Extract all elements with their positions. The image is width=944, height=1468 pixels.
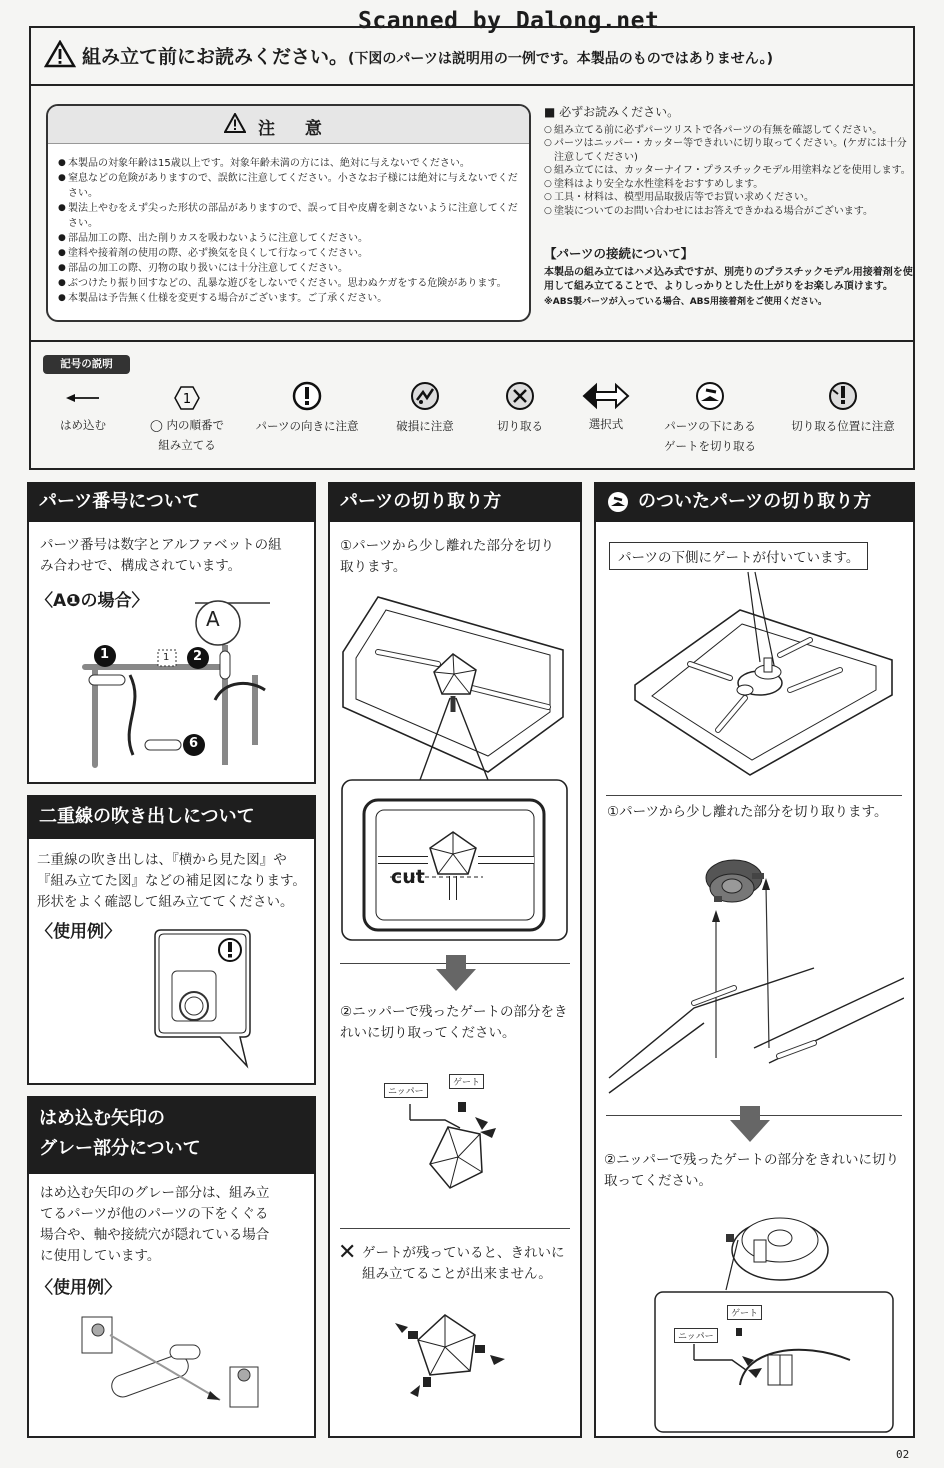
caution-list — [58, 156, 526, 306]
legend-label: 切り取る位置に注意 — [791, 419, 895, 433]
page-title-main: 組み立て前にお読みください。 — [82, 46, 349, 68]
caution-title: 注 意 — [258, 119, 334, 139]
must-read-item: ○ 塗装についてのお問い合わせにはお答えできかねる場合がございます。 — [544, 205, 914, 219]
under-gate-step1-diagram — [604, 848, 904, 1098]
caution-item: ● 塗料や接着剤の使用の際、必ず換気を良くして行なってください。 — [58, 246, 526, 261]
break-caution-icon — [409, 380, 441, 412]
part-tag-number: 1 — [163, 652, 170, 663]
cut-label: cut — [391, 866, 425, 888]
nipper-label: ニッパー — [384, 1083, 428, 1098]
double-line-example: 〈使用例〉 — [36, 922, 121, 942]
circled-number-icon — [173, 385, 201, 411]
must-read-list — [544, 124, 914, 219]
legend-title: 記号の説明 — [43, 355, 130, 374]
caution-item: ● 部品の加工の際、刃物の取り扱いには十分注意してください。 — [58, 261, 526, 276]
must-read-item: ○ 組み立てる前に必ずパーツリストで各パーツの有無を確認してください。 — [544, 124, 914, 138]
under-gate-step2-diagram — [650, 1200, 900, 1435]
legend-symbol-cut-position — [783, 380, 903, 436]
part-number-body: パーツ番号は数字とアルファベットの組み合わせで、構成されています。 — [40, 537, 282, 574]
legend-label: 選択式 — [588, 417, 624, 431]
gray-arrow-title-line1: はめ込む矢印の — [39, 1108, 165, 1129]
must-read-item: ○ 工具・材料は、模型用品取扱店等でお買い求めください。 — [544, 191, 914, 205]
double-line-title: 二重線の吹き出しについて — [27, 795, 316, 839]
cutting-step2: ②ニッパーで残ったゲートの部分をきれいに切り取ってください。 — [340, 1004, 568, 1041]
legend-symbol-insert — [23, 385, 143, 435]
nipper-label: ニッパー — [674, 1328, 718, 1343]
double-line-body: 二重線の吹き出しは、『横から見た図』や『組み立てた図』などの補足図になります。形状をよく確認して組み立ててください。 — [37, 852, 306, 910]
gate-under-part-icon — [694, 380, 726, 412]
legend-label-2: ゲートを切り取る — [664, 439, 756, 453]
legend-symbol-orientation — [247, 380, 367, 436]
gate-remaining-diagram — [390, 1305, 510, 1405]
gray-arrow-body: はめ込む矢印のグレー部分は、組み立てるパーツが他のパーツの下をくぐる場合や、軸や接続穴が隠れている場合に使用しています。 — [40, 1185, 270, 1264]
caution-item: ● 本製品の対象年齢は15歳以上です。対象年齢未満の方には、絶対に与えないでください。 — [58, 156, 526, 171]
under-gate-runner-diagram — [630, 570, 900, 780]
part-number-badge: 2 — [193, 649, 203, 664]
legend-label: 破損に注意 — [396, 419, 454, 433]
page-title — [82, 42, 773, 69]
page-subtitle: (下図のパーツは説明用の一例です。本製品のものではありません。) — [348, 51, 773, 67]
gate-under-part-icon — [606, 490, 630, 514]
runner-letter: A — [206, 607, 220, 631]
gray-arrow-title — [27, 1096, 316, 1174]
part-number-badge: 1 — [100, 647, 110, 662]
legend-symbol-gate-under — [650, 380, 770, 456]
cutting-divider — [340, 1228, 570, 1229]
caution-item: ● ぶつけたり振り回すなどの、乱暴な遊びをしないでください。思わぬケガをする危険があります。 — [58, 276, 526, 291]
caution-item: ● 製法上やむをえず尖った形状の部品がありますので、誤って目や皮膚を刺さないように注意してください。 — [58, 201, 526, 231]
must-read-item: ○ パーツはニッパー・カッター等できれいに切り取ってください。(ケガには十分注意してください) — [544, 137, 914, 164]
cutting-step1: ①パーツから少し離れた部分を切り取ります。 — [340, 538, 555, 575]
double-line-balloon-example — [150, 926, 255, 1071]
exclamation-icon — [291, 380, 323, 412]
caution-item: ● 部品加工の際、出た削りカスを吸わないように注意してください。 — [58, 231, 526, 246]
warning-triangle-icon — [44, 40, 76, 72]
under-gate-step1: ①パーツから少し離れた部分を切り取ります。 — [607, 804, 888, 820]
bad-example-x-icon: ✕ — [338, 1240, 357, 1265]
scan-watermark: Scanned by Dalong.net — [358, 8, 660, 34]
legend-label: パーツの向きに注意 — [255, 419, 359, 433]
circled-number-glyph: 1 — [182, 392, 192, 407]
must-read-item: ○ 塗料はより安全な水性塗料をおすすめします。 — [544, 178, 914, 192]
legend-symbol-order — [127, 385, 247, 455]
cutting-step1-diagram — [338, 592, 578, 942]
double-arrow-icon — [582, 382, 630, 410]
connection-section — [544, 247, 914, 309]
caution-item: ● 窒息などの危険がありますので、誤飲に注意してください。小さなお子様には絶対に与えないでください。 — [58, 171, 526, 201]
caution-item: ● 本製品は予告無く仕様を変更する場合がございます。ご了承ください。 — [58, 291, 526, 306]
page-number: 02 — [896, 1448, 910, 1461]
down-arrow-icon — [436, 955, 476, 991]
gray-arrow-title-line2: グレー部分について — [39, 1138, 201, 1159]
gate-label: ゲート — [449, 1074, 484, 1089]
legend-divider — [29, 340, 915, 342]
cut-icon — [504, 380, 536, 412]
legend-label: ◯ 内の順番で — [149, 418, 225, 432]
under-gate-callout: パーツの下側にゲートが付いています。 — [609, 542, 868, 570]
legend-label-2: 組み立てる — [158, 438, 216, 452]
caution-triangle-icon — [224, 113, 246, 137]
cutting-title: パーツの切り取り方 — [328, 482, 582, 522]
gray-arrow-example-diagram — [70, 1305, 270, 1420]
under-gate-divider — [606, 795, 902, 796]
part-number-badge: 6 — [189, 736, 199, 751]
header-divider — [29, 84, 915, 86]
gate-label: ゲート — [727, 1305, 762, 1320]
arrow-left-icon — [63, 385, 103, 411]
legend-label: はめ込む — [60, 418, 106, 432]
under-gate-step2: ②ニッパーで残ったゲートの部分をきれいに切り取ってください。 — [604, 1152, 900, 1189]
connection-note: ※ABS製パーツが入っている場合、ABS用接着剤をご使用ください。 — [544, 296, 828, 307]
cut-position-icon — [827, 380, 859, 412]
part-number-title: パーツ番号について — [27, 482, 316, 522]
must-read-section — [544, 106, 914, 218]
must-read-item: ○ 組み立てには、カッターナイフ・プラスチックモデル用塗料などを使用します。 — [544, 164, 914, 178]
cutting-bad-note: ゲートが残っていると、きれいに組み立てることが出来ません。 — [362, 1245, 565, 1282]
connection-body: 本製品の組み立てはハメ込み式ですが、別売りのプラスチックモデル用接着剤を使用して組み立てることで、よりしっかりとした仕上がりをお楽しみ頂けます。 — [544, 266, 913, 292]
part-number-example: 〈A❶の場合〉 — [36, 591, 149, 611]
under-gate-title: のついたパーツの切り取り方 — [594, 482, 915, 522]
must-read-title: ■ 必ずお読みください。 — [544, 105, 680, 119]
legend-label: パーツの下にある — [664, 419, 756, 433]
down-arrow-icon — [730, 1106, 770, 1142]
legend-symbol-choice — [546, 382, 666, 434]
connection-title: 【パーツの接続について】 — [544, 246, 694, 261]
gray-arrow-example: 〈使用例〉 — [36, 1278, 121, 1298]
runner-diagram — [75, 595, 275, 770]
legend-label: 切り取る — [497, 419, 543, 433]
